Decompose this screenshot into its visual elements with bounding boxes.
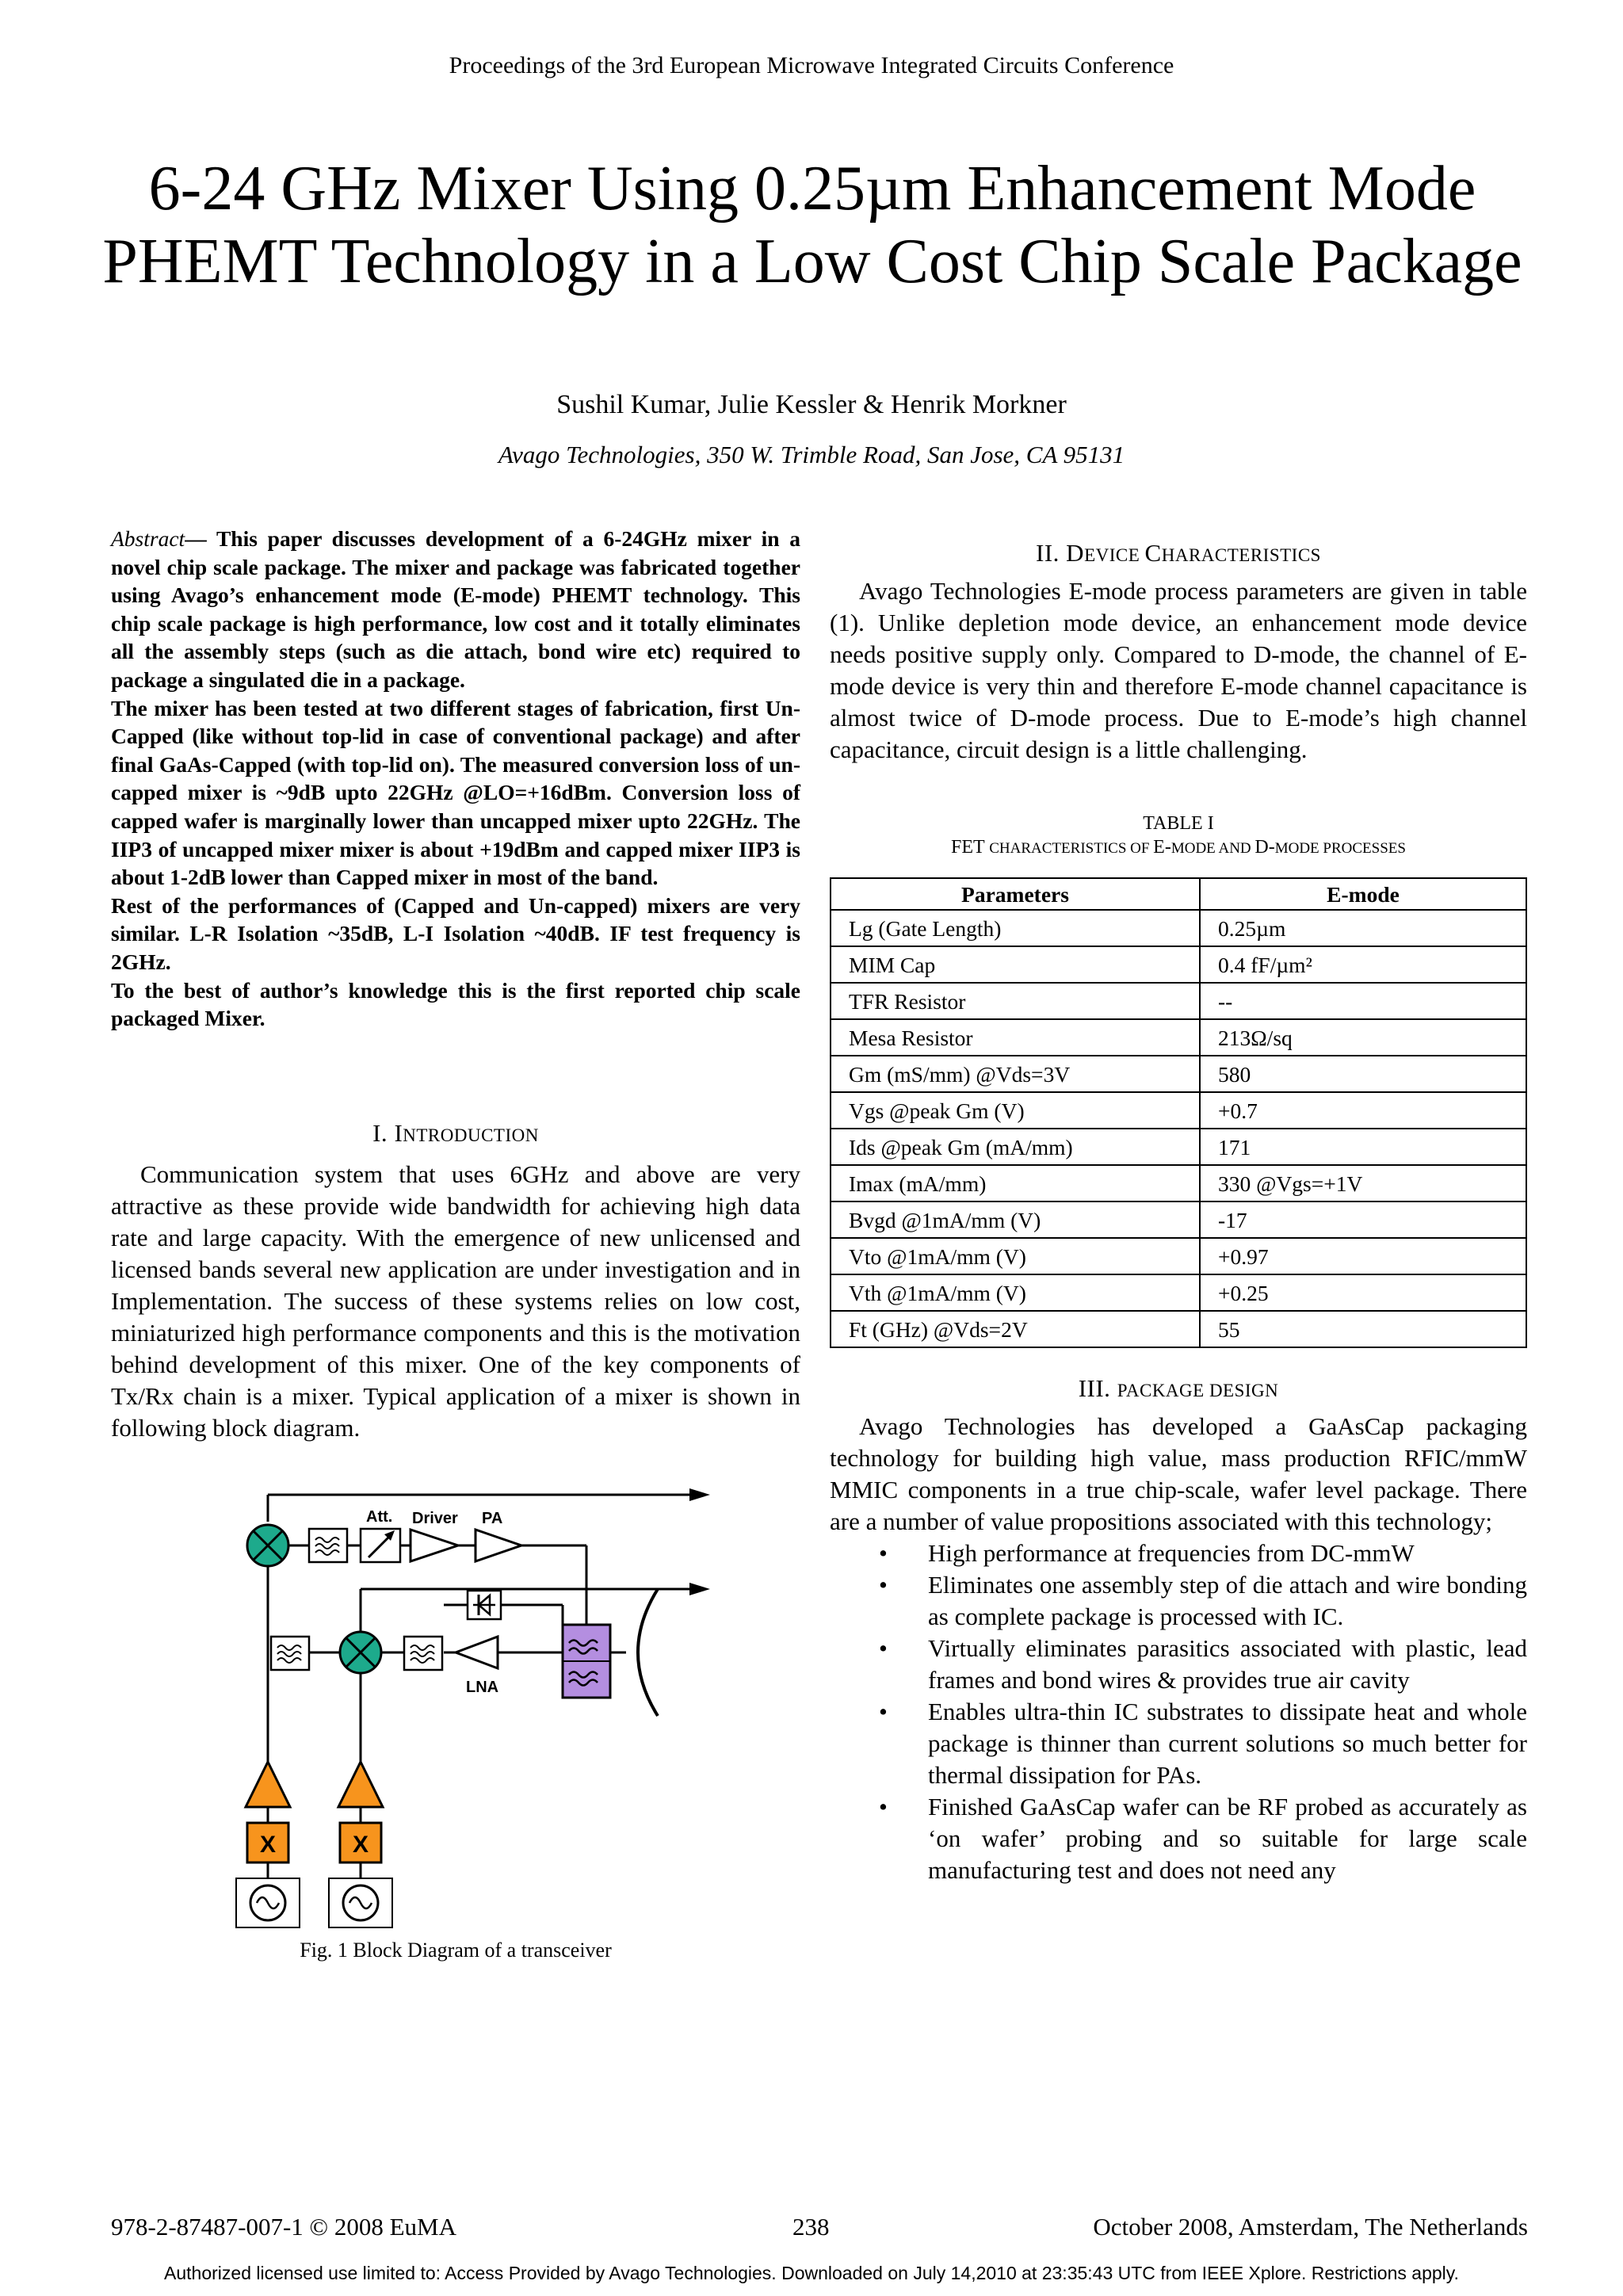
abstract-paragraph-2: The mixer has been tested at two different stages of fabrication, first Un-Capped (like without top-lid in case of conventional package) and after final GaAs-Capped (with top-lid on). The measured conversion loss of un-capped mixer is ~9dB upto 22GHz @LO=+16dBm. Conversion loss of capped wafer is marginally lower than uncapped mixer upto 22GHz. The IIP3 of uncapped mixer mixer is about +19dBm and capped mixer IIP3 is about 1-2dB lower than Capped mixer in most of the band. (111, 695, 800, 890)
abstract-paragraph-3: Rest of the performances of (Capped and Un-capped) mixers are very similar. L-R Isolation ~35dB, L-I Isolation ~40dB. IF test frequency is 2GHz. (111, 892, 800, 974)
table-cell-value: 0.4 fF/µm² (1200, 946, 1526, 983)
abstract (111, 525, 800, 1033)
introduction-body (111, 1159, 800, 1444)
table-cell-parameter: Imax (mA/mm) (831, 1165, 1200, 1201)
device-characteristics-body (830, 575, 1527, 766)
label-multiplier-1: X (259, 1832, 277, 1858)
package-design-body (830, 1411, 1527, 1886)
table-header-parameters: Parameters (831, 878, 1200, 910)
power-amplifier-icon (475, 1530, 521, 1561)
table-cell-parameter: Lg (Gate Length) (831, 910, 1200, 946)
label-multiplier-2: X (352, 1832, 369, 1858)
table-cell-parameter: TFR Resistor (831, 983, 1200, 1019)
tx-lo-amplifier-icon (246, 1762, 290, 1807)
transceiver-block-diagram (214, 1486, 721, 1930)
rx-oscillator-icon (329, 1878, 392, 1927)
table-row (831, 910, 1526, 946)
table-row (831, 1129, 1526, 1165)
list-item: • Enables ultra-thin IC substrates to dissipate heat and whole package is thinner than current solutions so much better for thermal dissipation for PAs. (830, 1696, 1527, 1791)
package-paragraph: Avago Technologies has developed a GaAsCap packaging technology for building high value, mass production RFIC/mmW MMIC components in a true chip-scale, wafer level package. There are a number of value propositions associated with this technology; (830, 1412, 1527, 1535)
figure-caption: Fig. 1 Block Diagram of a transceiver (300, 1939, 612, 1962)
paper-title: 6-24 GHz Mixer Using 0.25µm Enhancement Mode PHEMT Technology in a Low Cost Chip Scale Package (102, 154, 1522, 296)
table-row (831, 1274, 1526, 1311)
table-cell-value: +0.25 (1200, 1274, 1526, 1311)
table-cell-parameter: Ids @peak Gm (mA/mm) (831, 1129, 1200, 1165)
table-cell-parameter: Bvgd @1mA/mm (V) (831, 1201, 1200, 1238)
detector-diode-icon (468, 1591, 501, 1619)
section-heading-introduction: I. INTRODUCTION (372, 1119, 539, 1147)
tx-filter-icon (309, 1529, 347, 1562)
conference-header: Proceedings of the 3rd European Microwave Integrated Circuits Conference (449, 52, 1174, 78)
attenuator-icon (361, 1529, 400, 1562)
table-cell-value: 55 (1200, 1311, 1526, 1347)
table-label: TABLE I (1143, 813, 1214, 834)
table-cell-value: 213Ω/sq (1200, 1019, 1526, 1056)
rx-lo-amplifier-icon (338, 1762, 383, 1807)
footer-isbn: 978-2-87487-007-1 © 2008 EuMA (111, 2213, 456, 2241)
duplexer-icon (563, 1625, 610, 1698)
label-driver: Driver (412, 1510, 458, 1527)
table-row (831, 1238, 1526, 1274)
authors: Sushil Kumar, Julie Kessler & Henrik Morkner (556, 390, 1067, 419)
table-cell-value: 580 (1200, 1056, 1526, 1092)
table-row (831, 1019, 1526, 1056)
footer-page-number: 238 (792, 2213, 830, 2241)
table-cell-parameter: Vto @1mA/mm (V) (831, 1238, 1200, 1274)
table-row (831, 1056, 1526, 1092)
table-row (831, 983, 1526, 1019)
table-cell-value: 171 (1200, 1129, 1526, 1165)
table-header-row (831, 878, 1526, 910)
table-cell-value: +0.97 (1200, 1238, 1526, 1274)
table-cell-parameter: Gm (mS/mm) @Vds=3V (831, 1056, 1200, 1092)
section-heading-package-design: III. PACKAGE DESIGN (1078, 1374, 1279, 1402)
table-cell-value: -- (1200, 983, 1526, 1019)
table-row (831, 1165, 1526, 1201)
affiliation: Avago Technologies, 350 W. Trimble Road, San Jose, CA 95131 (498, 441, 1125, 468)
license-notice: Authorized licensed use limited to: Access Provided by Avago Technologies. Downloaded on July 14,2010 at 23:35:43 UTC from IEEE Xplore. Restrictions apply. (164, 2263, 1459, 2283)
rx-mixer-icon (340, 1632, 381, 1673)
section-heading-device-characteristics: II. DEVICE CHARACTERISTICS (1036, 539, 1321, 567)
table-row (831, 1092, 1526, 1129)
list-item: • High performance at frequencies from DC-mmW (830, 1538, 1527, 1569)
table-cell-parameter: Mesa Resistor (831, 1019, 1200, 1056)
driver-amplifier-icon (411, 1530, 458, 1561)
table-cell-parameter: Vth @1mA/mm (V) (831, 1274, 1200, 1311)
label-pa: PA (482, 1510, 503, 1527)
fet-characteristics-table (830, 877, 1527, 1348)
table-cell-parameter: MIM Cap (831, 946, 1200, 983)
device-paragraph: Avago Technologies E-mode process parameters are given in table (1). Unlike depletion mode device, an enhancement mode device needs positive supply only. Compared to D-mode, the channel of E-mode device is very thin and therefore E-mode channel capacitance is almost twice of D-mode process. Due to E-mode’s high channel capacitance, circuit design is a little challenging. (830, 577, 1527, 763)
table-row (831, 946, 1526, 983)
table-header-emode: E-mode (1200, 878, 1526, 910)
introduction-paragraph: Communication system that uses 6GHz and above are very attractive as these provide wide bandwidth for achieving high data rate and large capacity. With the emergence of new unlicensed and licensed bands several new application are under investigation and in Implementation. The success of these systems relies on low cost, miniaturized high performance components and this is the motivation behind development of this mixer. One of the key components of Tx/Rx chain is a mixer. Typical application of a mixer is shown in following block diagram. (111, 1160, 800, 1442)
tx-oscillator-icon (236, 1878, 300, 1927)
table-row (831, 1201, 1526, 1238)
footer-date: October 2008, Amsterdam, The Netherlands (1093, 2213, 1528, 2241)
table-row (831, 1311, 1526, 1347)
abstract-paragraph-1: Abstract— This paper discusses development of a 6-24GHz mixer in a novel chip scale package. The mixer and package was fabricated together using Avago’s enhancement mode (E-mode) PHEMT technology. This chip scale package is high performance, low cost and it totally eliminates all the assembly steps (such as die attach, bond wire etc) required to package a singulated die in a package. (111, 526, 800, 692)
table-cell-value: +0.7 (1200, 1092, 1526, 1129)
rx-rf-filter-icon (404, 1637, 442, 1670)
table-title: FET CHARACTERISTICS OF E-MODE AND D-MODE PROCESSES (951, 837, 1406, 858)
abstract-label: Abstract (111, 526, 185, 551)
lna-icon (456, 1637, 498, 1668)
label-att: Att. (366, 1508, 393, 1526)
table-caption (830, 812, 1527, 861)
table-cell-parameter: Ft (GHz) @Vds=2V (831, 1311, 1200, 1347)
value-propositions-list (830, 1538, 1527, 1886)
rx-if-filter-icon (271, 1637, 309, 1670)
abstract-paragraph-4: To the best of author’s knowledge this is the first reported chip scale packaged Mixer. (111, 977, 800, 1031)
table-cell-value: 0.25µm (1200, 910, 1526, 946)
list-item: • Eliminates one assembly step of die attach and wire bonding as complete package is processed with IC. (830, 1569, 1527, 1633)
table-cell-value: 330 @Vgs=+1V (1200, 1165, 1526, 1201)
list-item: • Virtually eliminates parasitics associated with plastic, lead frames and bond wires & provides true air cavity (830, 1633, 1527, 1696)
table-cell-parameter: Vgs @peak Gm (V) (831, 1092, 1200, 1129)
tx-mixer-icon (247, 1525, 288, 1566)
table-cell-value: -17 (1200, 1201, 1526, 1238)
list-item: • Finished GaAsCap wafer can be RF probed as accurately as ‘on wafer’ probing and so suitable for large scale manufacturing test and does not need any (830, 1791, 1527, 1886)
label-lna: LNA (466, 1679, 499, 1696)
